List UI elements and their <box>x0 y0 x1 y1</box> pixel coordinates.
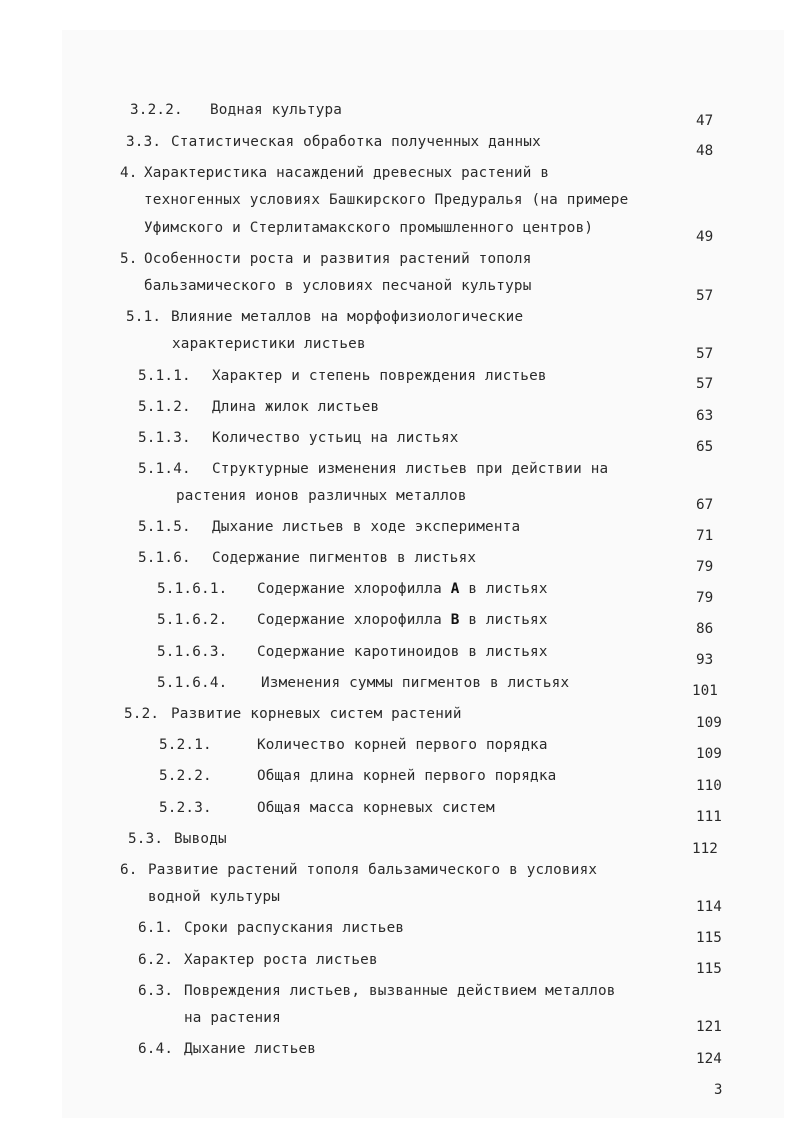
toc-entry-continuation: водной культуры <box>148 889 281 905</box>
toc-entry-continuation: техногенных условиях Башкирского Предуралья (на примере <box>144 192 629 208</box>
toc-page-number: 115 <box>696 930 722 946</box>
toc-page-number: 109 <box>696 746 722 762</box>
toc-entry: 5.1.4. Структурные изменения листьев при действии на <box>138 461 609 477</box>
toc-entry: 3.2.2. Водная культура <box>130 102 343 118</box>
toc-entry: 5.1.1. Характер и степень повреждения листьев <box>138 368 547 384</box>
toc-entry: 5.1.3. Количество устьиц на листьях <box>138 430 459 446</box>
toc-page-number: 124 <box>696 1051 722 1067</box>
toc-page-number: 67 <box>696 497 714 513</box>
toc-page-number: 49 <box>696 229 714 245</box>
toc-entry: 5.1.6.4. Изменения суммы пигментов в листьях <box>157 675 570 691</box>
toc-page-number: 63 <box>696 408 714 424</box>
toc-entry: 3.3. Статистическая обработка полученных данных <box>126 134 541 150</box>
toc-entry: 5.1.6. Содержание пигментов в листьях <box>138 550 477 566</box>
toc-entry: 6. Развитие растений тополя бальзамического в условиях <box>120 862 598 878</box>
toc-entry: 4. Характеристика насаждений древесных растений в <box>120 165 550 181</box>
toc-entry: 5.3. Выводы <box>128 831 227 847</box>
toc-entry-continuation: растения ионов различных металлов <box>176 488 467 504</box>
toc-page-number: 86 <box>696 621 714 637</box>
toc-page-number: 79 <box>696 590 714 606</box>
toc-page-number: 115 <box>696 961 722 977</box>
toc-entry: 6.2. Характер роста листьев <box>138 952 378 968</box>
toc-page-number: 121 <box>696 1019 722 1035</box>
toc-entry: 6.4. Дыхание листьев <box>138 1041 317 1057</box>
toc-entry: 5.1.2. Длина жилок листьев <box>138 399 380 415</box>
toc-page-number: 65 <box>696 439 714 455</box>
toc-page-number: 114 <box>696 899 722 915</box>
toc-page-number: 71 <box>696 528 714 544</box>
toc-entry: 5.2.1. Количество корней первого порядка <box>159 737 548 753</box>
toc-entry: 6.1. Сроки распускания листьев <box>138 920 405 936</box>
toc-entry-continuation: Уфимского и Стерлитамакского промышленного центров) <box>144 220 594 236</box>
toc-entry: 5.1.5. Дыхание листьев в ходе эксперимента <box>138 519 521 535</box>
toc-page-number: 111 <box>696 809 722 825</box>
toc-entry: 5.1.6.2. Содержание хлорофилла В в листьях <box>157 612 548 628</box>
toc-page-number: 47 <box>696 113 714 129</box>
toc-page-number: 48 <box>696 143 714 159</box>
toc-entry: 5.1.6.1. Содержание хлорофилла А в листьях <box>157 581 548 597</box>
toc-entry: 5.2.3. Общая масса корневых систем <box>159 800 495 816</box>
toc-page-number: 101 <box>692 683 718 699</box>
toc-entry: 5. Особенности роста и развития растений тополя <box>120 251 532 267</box>
toc-page-number: 57 <box>696 376 714 392</box>
toc-entry: 6.3. Повреждения листьев, вызванные действием металлов <box>138 983 616 999</box>
toc-entry: 5.1. Влияние металлов на морфофизиологические <box>126 309 524 325</box>
toc-entry-continuation: на растения <box>184 1010 281 1026</box>
page-number: 3 <box>714 1082 723 1098</box>
toc-page-number: 112 <box>692 841 718 857</box>
toc-page-number: 79 <box>696 559 714 575</box>
toc-page-number: 57 <box>696 288 714 304</box>
toc-page-number: 93 <box>696 652 714 668</box>
toc-entry: 5.2.2. Общая длина корней первого порядка <box>159 768 557 784</box>
toc-entry: 5.1.6.3. Содержание каротиноидов в листьях <box>157 644 548 660</box>
toc-page-number: 110 <box>696 778 722 794</box>
toc-entry: 5.2. Развитие корневых систем растений <box>124 706 462 722</box>
toc-entry-continuation: характеристики листьев <box>172 336 366 352</box>
toc-page-number: 109 <box>696 715 722 731</box>
toc-entry-continuation: бальзамического в условиях песчаной культуры <box>144 278 532 294</box>
toc-page-number: 57 <box>696 346 714 362</box>
